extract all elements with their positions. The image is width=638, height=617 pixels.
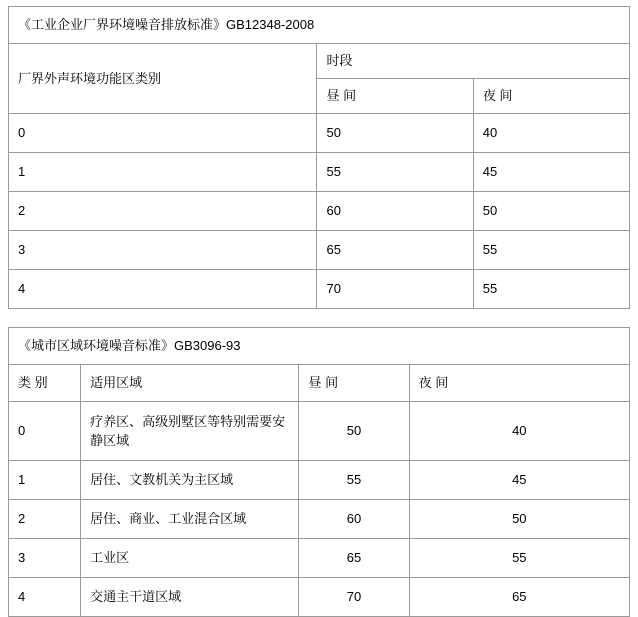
table-title-row bbox=[9, 7, 630, 44]
noise-emission-standard-table bbox=[8, 6, 630, 309]
cell-day: 50 bbox=[317, 114, 473, 153]
table-row bbox=[9, 192, 630, 231]
urban-area-noise-standard-table bbox=[8, 327, 630, 617]
header-category: 厂界外声环境功能区类别 bbox=[9, 44, 317, 114]
cell-day: 65 bbox=[299, 539, 409, 578]
cell-category: 4 bbox=[9, 578, 81, 617]
cell-category: 3 bbox=[9, 539, 81, 578]
table2-title: 《城市区域环境噪音标准》GB3096-93 bbox=[9, 328, 630, 365]
table-row bbox=[9, 153, 630, 192]
header-night: 夜 间 bbox=[409, 365, 629, 402]
cell-day: 50 bbox=[299, 402, 409, 461]
cell-area: 疗养区、高级别墅区等特别需要安静区域 bbox=[81, 402, 299, 461]
cell-day: 70 bbox=[299, 578, 409, 617]
cell-area: 居住、商业、工业混合区域 bbox=[81, 500, 299, 539]
cell-area: 交通主干道区域 bbox=[81, 578, 299, 617]
cell-category: 3 bbox=[9, 231, 317, 270]
header-day: 昼 间 bbox=[317, 79, 473, 114]
cell-day: 60 bbox=[299, 500, 409, 539]
cell-day: 55 bbox=[317, 153, 473, 192]
cell-area: 工业区 bbox=[81, 539, 299, 578]
table-spacer bbox=[0, 309, 638, 327]
cell-area: 居住、文教机关为主区域 bbox=[81, 461, 299, 500]
table-row bbox=[9, 114, 630, 153]
cell-category: 2 bbox=[9, 500, 81, 539]
cell-night: 40 bbox=[473, 114, 629, 153]
cell-night: 65 bbox=[409, 578, 629, 617]
cell-category: 0 bbox=[9, 114, 317, 153]
cell-day: 60 bbox=[317, 192, 473, 231]
table-row bbox=[9, 578, 630, 617]
cell-category: 1 bbox=[9, 153, 317, 192]
table-row bbox=[9, 461, 630, 500]
cell-night: 45 bbox=[473, 153, 629, 192]
cell-day: 65 bbox=[317, 231, 473, 270]
table-title-row bbox=[9, 328, 630, 365]
header-night: 夜 间 bbox=[473, 79, 629, 114]
cell-category: 0 bbox=[9, 402, 81, 461]
cell-day: 70 bbox=[317, 270, 473, 309]
table-header-row bbox=[9, 44, 630, 79]
table-row bbox=[9, 231, 630, 270]
cell-night: 50 bbox=[473, 192, 629, 231]
table-row bbox=[9, 402, 630, 461]
cell-night: 55 bbox=[409, 539, 629, 578]
table-row bbox=[9, 500, 630, 539]
cell-night: 50 bbox=[409, 500, 629, 539]
header-period: 时段 bbox=[317, 44, 630, 79]
document-body bbox=[0, 6, 638, 617]
cell-category: 1 bbox=[9, 461, 81, 500]
header-day: 昼 间 bbox=[299, 365, 409, 402]
cell-night: 40 bbox=[409, 402, 629, 461]
cell-category: 4 bbox=[9, 270, 317, 309]
table1-title: 《工业企业厂界环境噪音排放标准》GB12348-2008 bbox=[9, 7, 630, 44]
table-header-row bbox=[9, 365, 630, 402]
header-category: 类 别 bbox=[9, 365, 81, 402]
cell-night: 45 bbox=[409, 461, 629, 500]
header-area: 适用区域 bbox=[81, 365, 299, 402]
cell-category: 2 bbox=[9, 192, 317, 231]
table-row bbox=[9, 539, 630, 578]
cell-night: 55 bbox=[473, 231, 629, 270]
cell-night: 55 bbox=[473, 270, 629, 309]
table-row bbox=[9, 270, 630, 309]
cell-day: 55 bbox=[299, 461, 409, 500]
